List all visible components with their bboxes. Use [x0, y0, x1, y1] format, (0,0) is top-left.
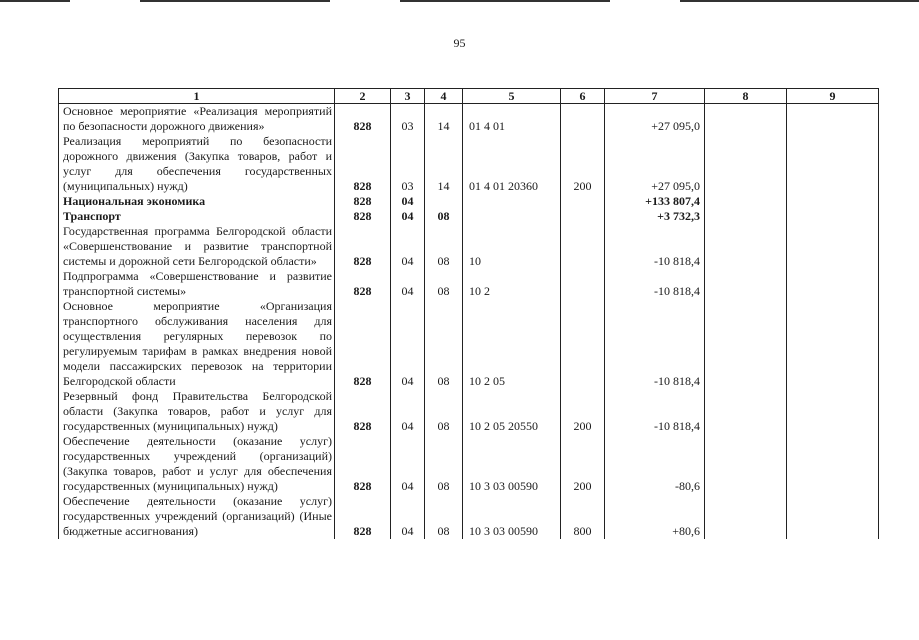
table-row [59, 134, 879, 194]
table-row [59, 389, 879, 434]
column-header: 5 [463, 89, 561, 104]
target-article-cell: 01 4 01 20360 [463, 134, 561, 194]
amount-cell: +80,6 [605, 494, 705, 539]
budget-table [58, 88, 879, 539]
column-header: 2 [335, 89, 391, 104]
subsection-cell: 08 [425, 224, 463, 269]
column-8-cell [705, 434, 787, 494]
table-row [59, 494, 879, 539]
admin-code-cell: 828 [335, 224, 391, 269]
column-9-cell [787, 209, 879, 224]
scan-edge-line [400, 0, 610, 2]
column-header: 6 [561, 89, 605, 104]
amount-cell: +3 732,3 [605, 209, 705, 224]
table-row [59, 224, 879, 269]
expense-type-cell [561, 224, 605, 269]
amount-cell: -10 818,4 [605, 224, 705, 269]
subsection-cell [425, 194, 463, 209]
target-article-cell: 10 3 03 00590 [463, 434, 561, 494]
section-cell: 04 [391, 434, 425, 494]
column-9-cell [787, 299, 879, 389]
column-9-cell [787, 269, 879, 299]
amount-cell: -10 818,4 [605, 389, 705, 434]
admin-code-cell: 828 [335, 389, 391, 434]
subsection-cell: 08 [425, 389, 463, 434]
column-header: 7 [605, 89, 705, 104]
column-9-cell [787, 494, 879, 539]
section-cell: 04 [391, 209, 425, 224]
target-article-cell [463, 209, 561, 224]
section-cell: 04 [391, 224, 425, 269]
amount-cell: -10 818,4 [605, 269, 705, 299]
row-name-cell: Обеспечение деятельности (оказание услуг) государственных учреждений (организаций) (Закупка товаров, работ и услуг для обеспечения государственных (муниципальных) нужд) [59, 434, 335, 494]
admin-code-cell: 828 [335, 269, 391, 299]
column-9-cell [787, 194, 879, 209]
column-header: 4 [425, 89, 463, 104]
section-cell: 04 [391, 269, 425, 299]
subsection-cell: 14 [425, 134, 463, 194]
subsection-cell: 08 [425, 299, 463, 389]
admin-code-cell: 828 [335, 209, 391, 224]
table-row [59, 299, 879, 389]
row-name-cell: Национальная экономика [59, 194, 335, 209]
amount-cell: +133 807,4 [605, 194, 705, 209]
row-name-cell: Транспорт [59, 209, 335, 224]
column-header: 3 [391, 89, 425, 104]
section-cell: 04 [391, 389, 425, 434]
column-8-cell [705, 134, 787, 194]
column-9-cell [787, 104, 879, 135]
scan-edge-line [680, 0, 919, 2]
target-article-cell: 10 [463, 224, 561, 269]
row-name-cell: Основное мероприятие «Организация транспортного обслуживания населения для осуществления регулярных перевозок по регулируемым тарифам в рамках внедрения новой модели пассажирских перевозок на территории Белгородской области [59, 299, 335, 389]
column-8-cell [705, 104, 787, 135]
expense-type-cell [561, 209, 605, 224]
section-cell: 03 [391, 134, 425, 194]
amount-cell: -80,6 [605, 434, 705, 494]
column-8-cell [705, 299, 787, 389]
section-cell: 03 [391, 104, 425, 135]
row-name-cell: Обеспечение деятельности (оказание услуг) государственных учреждений (организаций) (Иные бюджетные ассигнования) [59, 494, 335, 539]
expense-type-cell [561, 194, 605, 209]
subsection-cell: 14 [425, 104, 463, 135]
scan-edge-line [0, 0, 70, 2]
column-9-cell [787, 134, 879, 194]
column-8-cell [705, 389, 787, 434]
subsection-cell: 08 [425, 269, 463, 299]
table-header-row [59, 89, 879, 104]
column-header: 8 [705, 89, 787, 104]
admin-code-cell: 828 [335, 434, 391, 494]
table-row [59, 434, 879, 494]
amount-cell: +27 095,0 [605, 134, 705, 194]
row-name-cell: Государственная программа Белгородской области «Совершенствование и развитие транспортной системы и дорожной сети Белгородской области» [59, 224, 335, 269]
expense-type-cell: 200 [561, 434, 605, 494]
admin-code-cell: 828 [335, 194, 391, 209]
section-cell: 04 [391, 494, 425, 539]
expense-type-cell: 200 [561, 389, 605, 434]
subsection-cell: 08 [425, 494, 463, 539]
column-8-cell [705, 269, 787, 299]
section-cell: 04 [391, 299, 425, 389]
row-name-cell: Подпрограмма «Совершенствование и развитие транспортной системы» [59, 269, 335, 299]
expense-type-cell [561, 299, 605, 389]
target-article-cell: 10 2 05 [463, 299, 561, 389]
table-row [59, 104, 879, 135]
column-8-cell [705, 494, 787, 539]
expense-type-cell [561, 269, 605, 299]
scan-edge-line [140, 0, 330, 2]
expense-type-cell [561, 104, 605, 135]
target-article-cell: 10 3 03 00590 [463, 494, 561, 539]
column-header: 9 [787, 89, 879, 104]
target-article-cell [463, 194, 561, 209]
column-8-cell [705, 209, 787, 224]
target-article-cell: 10 2 [463, 269, 561, 299]
row-name-cell: Реализация мероприятий по безопасности дорожного движения (Закупка товаров, работ и услуг для обеспечения государственных (муниципальных) нужд) [59, 134, 335, 194]
expense-type-cell: 200 [561, 134, 605, 194]
row-name-cell: Основное мероприятие «Реализация мероприятий по безопасности дорожного движения» [59, 104, 335, 135]
column-9-cell [787, 389, 879, 434]
table-row [59, 209, 879, 224]
target-article-cell: 01 4 01 [463, 104, 561, 135]
admin-code-cell: 828 [335, 134, 391, 194]
amount-cell: -10 818,4 [605, 299, 705, 389]
column-8-cell [705, 194, 787, 209]
page-number: 95 [453, 36, 466, 50]
admin-code-cell: 828 [335, 299, 391, 389]
section-cell: 04 [391, 194, 425, 209]
column-9-cell [787, 434, 879, 494]
row-name-cell: Резервный фонд Правительства Белгородской области (Закупка товаров, работ и услуг для государственных (муниципальных) нужд) [59, 389, 335, 434]
subsection-cell: 08 [425, 434, 463, 494]
table-row [59, 194, 879, 209]
column-8-cell [705, 224, 787, 269]
admin-code-cell: 828 [335, 494, 391, 539]
subsection-cell: 08 [425, 209, 463, 224]
column-9-cell [787, 224, 879, 269]
target-article-cell: 10 2 05 20550 [463, 389, 561, 434]
admin-code-cell: 828 [335, 104, 391, 135]
table-row [59, 269, 879, 299]
column-header: 1 [59, 89, 335, 104]
amount-cell: +27 095,0 [605, 104, 705, 135]
expense-type-cell: 800 [561, 494, 605, 539]
